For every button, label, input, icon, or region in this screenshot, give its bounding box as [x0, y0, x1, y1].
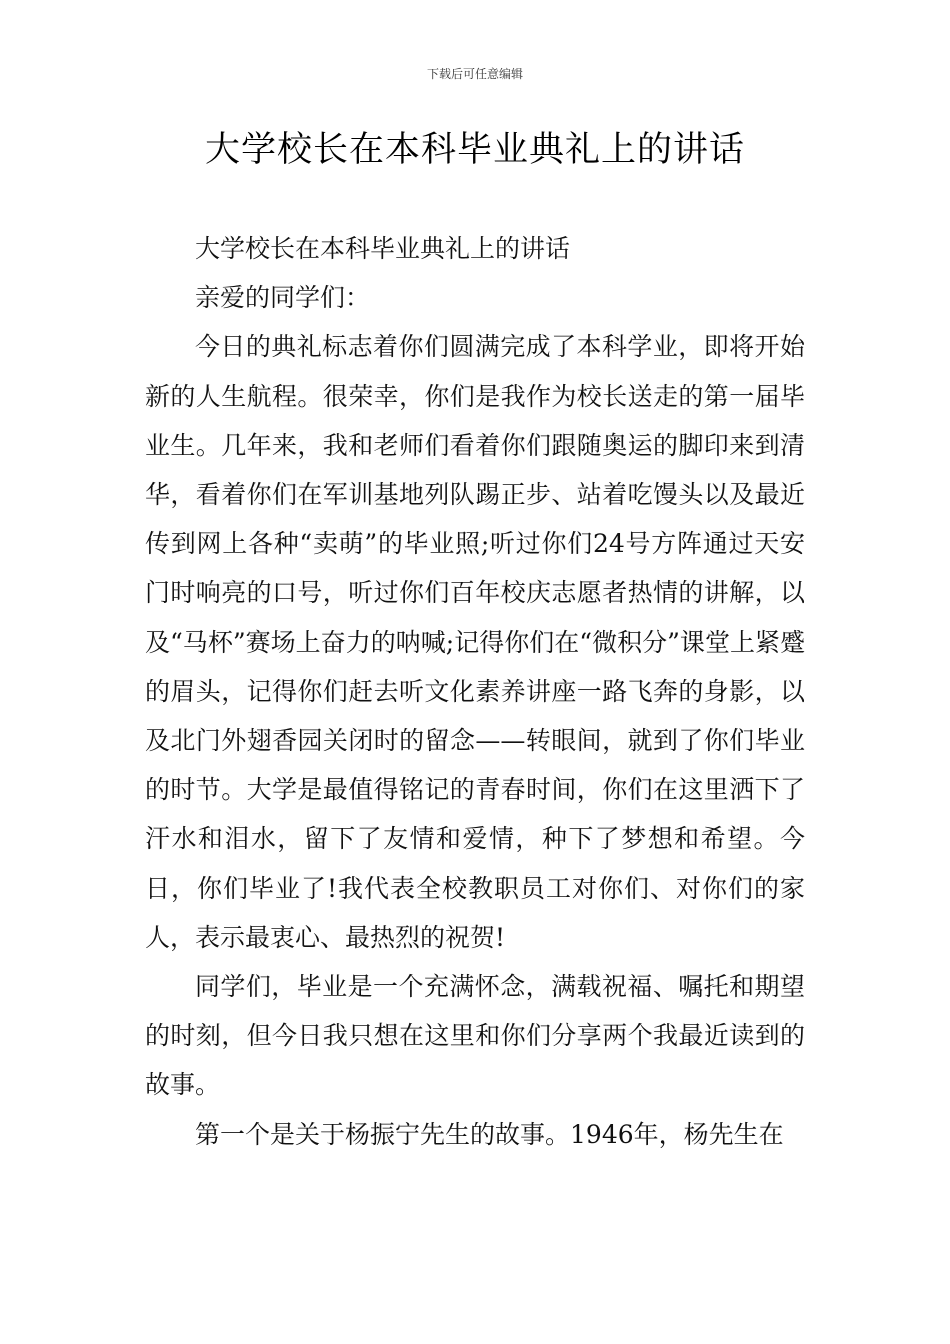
paragraph-subtitle: 大学校长在本科毕业典礼上的讲话 — [195, 234, 571, 263]
paragraph-body-1: 今日的典礼标志着你们圆满完成了本科学业，即将开始新的人生航程。很荣幸，你们是我作为校长送走的第一届毕业生。几年来，我和老师们看着你们跟随奥运的脚印来到清华，看着你们在军训基地列队踢正步、站着吃馒头以及最近传到网上各种“卖萌”的毕业照;听过你们24号方阵通过天安门时响亮的口号，听过你们百年校庆志愿者热情的讲解，以及“马杯”赛场上奋力的呐喊;记得你们在“微积分”课堂上紧蹙的眉头，记得你们赶去听文化素养讲座一路飞奔的身影，以及北门外翅香园关闭时的留念——转眼间，就到了你们毕业的时节。大学是最值得铭记的青春时间，你们在这里洒下了汗水和泪水，留下了友情和爱情，种下了梦想和希望。今日，你们毕业了!我代表全校教职员工对你们、对你们的家人，表示最衷心、最热烈的祝贺! — [145, 332, 805, 952]
document-title: 大学校长在本科毕业典礼上的讲话 — [204, 130, 745, 170]
paragraph-body-3: 第一个是关于杨振宁先生的故事。1946年，杨先生在 — [195, 1119, 784, 1149]
paragraph-salutation: 亲爱的同学们： — [195, 283, 371, 313]
document-body — [145, 224, 805, 1159]
paragraph-body-2: 同学们，毕业是一个充满怀念，满载祝福、嘱托和期望的时刻，但今日我只想在这里和你们分享两个我最近读到的故事。 — [145, 972, 805, 1100]
header-note: 下载后可任意编辑 — [426, 67, 523, 81]
